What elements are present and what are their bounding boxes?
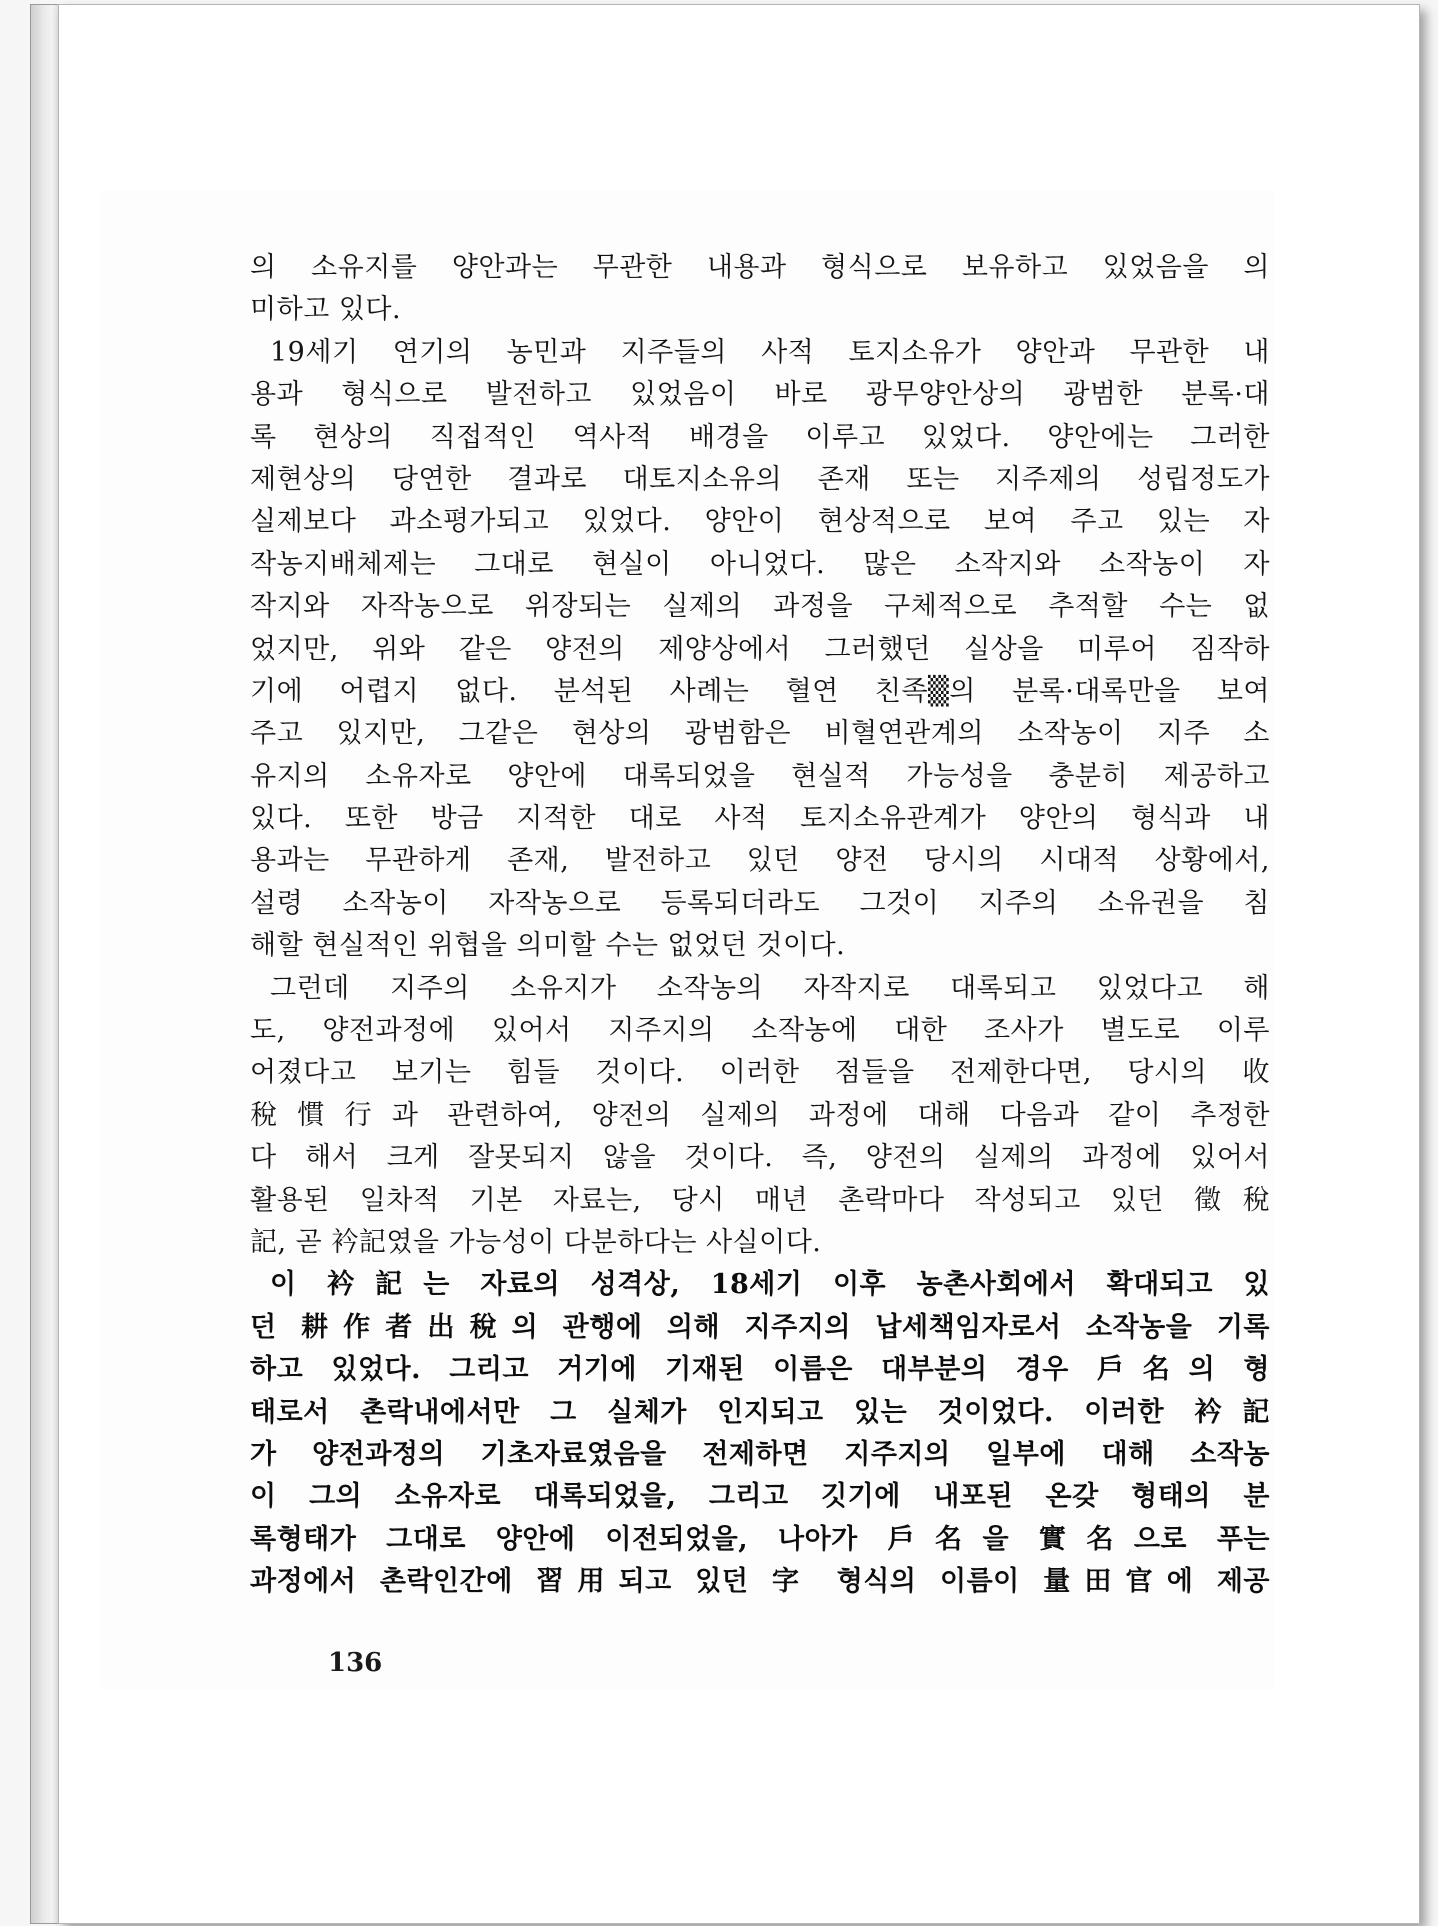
text-line: 記, 곧 衿記였을 가능성이 다분하다는 사실이다.	[250, 1226, 822, 1258]
text-line: 용과는 무관하게 존재, 발전하고 있던 양전 당시의 시대적 상황에서,	[250, 845, 1270, 877]
text-line: 그런데 지주의 소유지가 소작농의 자작지로 대록되고 있었다고 해	[270, 972, 1270, 1004]
text-line: 해할 현실적인 위협을 의미할 수는 없었던 것이다.	[250, 930, 846, 962]
text-line: 19세기 연기의 농민과 지주들의 사적 토지소유가 양안과 무관한 내	[270, 336, 1270, 368]
text-line: 어졌다고 보기는 힘들 것이다. 이러한 점들을 전제한다면, 당시의 收	[250, 1057, 1270, 1089]
text-line: 작지와 자작농으로 위장되는 실제의 과정을 구체적으로 추적할 수는 없	[250, 591, 1270, 623]
text-line: 다 해서 크게 잘못되지 않을 것이다. 즉, 양전의 실제의 과정에 있어서	[250, 1142, 1270, 1174]
text-line: 주고 있지만, 그같은 현상의 광범함은 비혈연관계의 소작농이 지주 소	[250, 718, 1270, 750]
text-line: 이 衿記는 자료의 성격상, 18세기 이후 농촌사회에서 확대되고 있	[270, 1269, 1270, 1301]
text-line: 유지의 소유자로 양안에 대록되었을 현실적 가능성을 충분히 제공하고	[250, 760, 1270, 792]
text-line: 제현상의 당연한 결과로 대토지소유의 존재 또는 지주제의 성립정도가	[250, 463, 1270, 495]
text-line: 작농지배체제는 그대로 현실이 아니었다. 많은 소작지와 소작농이 자	[250, 548, 1270, 580]
page-number: 136	[328, 1648, 383, 1678]
text-line: 稅慣行과 관련하여, 양전의 실제의 과정에 대해 다음과 같이 추정한	[250, 1099, 1270, 1131]
text-line: 기에 어렵지 없다. 분석된 사례는 혈연 친족▒의 분록·대록만을 보여	[250, 675, 1270, 707]
text-line: 가 양전과정의 기초자료였음을 전제하면 지주지의 일부에 대해 소작농	[250, 1438, 1270, 1470]
text-line: 이 그의 소유자로 대록되었을, 그리고 깃기에 내포된 온갖 형태의 분	[250, 1481, 1270, 1513]
text-line: 태로서 촌락내에서만 그 실체가 인지되고 있는 것이었다. 이러한 衿記	[250, 1396, 1270, 1428]
text-line: 과정에서 촌락인간에 習用되고 있던 字 형식의 이름이 量田官에 제공	[250, 1566, 1270, 1598]
text-line: 도, 양전과정에 있어서 지주지의 소작농에 대한 조사가 별도로 이루	[250, 1015, 1270, 1047]
text-line: 록형태가 그대로 양안에 이전되었을, 나아가 戶名을 實名으로 푸는	[250, 1523, 1270, 1555]
text-line: 활용된 일차적 기본 자료는, 당시 매년 촌락마다 작성되고 있던 徵稅	[250, 1184, 1270, 1216]
body-text	[250, 247, 1270, 1604]
text-line: 있다. 또한 방금 지적한 대로 사적 토지소유관계가 양안의 형식과 내	[250, 803, 1270, 835]
text-line: 미하고 있다.	[250, 294, 402, 326]
text-line: 던 耕作者出稅의 관행에 의해 지주지의 납세책임자로서 소작농을 기록	[250, 1311, 1270, 1343]
text-line: 의 소유지를 양안과는 무관한 내용과 형식으로 보유하고 있었음을 의	[250, 252, 1270, 283]
book-spine	[30, 4, 61, 1924]
text-line: 하고 있었다. 그리고 거기에 기재된 이름은 대부분의 경우 戶名의 형	[250, 1354, 1270, 1386]
text-line: 록 현상의 직접적인 역사적 배경을 이루고 있었다. 양안에는 그러한	[250, 421, 1270, 453]
text-line: 실제보다 과소평가되고 있었다. 양안이 현상적으로 보여 주고 있는 자	[250, 506, 1270, 538]
text-line: 설령 소작농이 자작농으로 등록되더라도 그것이 지주의 소유권을 침	[250, 887, 1270, 919]
text-line: 용과 형식으로 발전하고 있었음이 바로 광무양안상의 광범한 분록·대	[250, 379, 1270, 411]
text-line: 었지만, 위와 같은 양전의 제양상에서 그러했던 실상을 미루어 짐작하	[250, 633, 1270, 665]
